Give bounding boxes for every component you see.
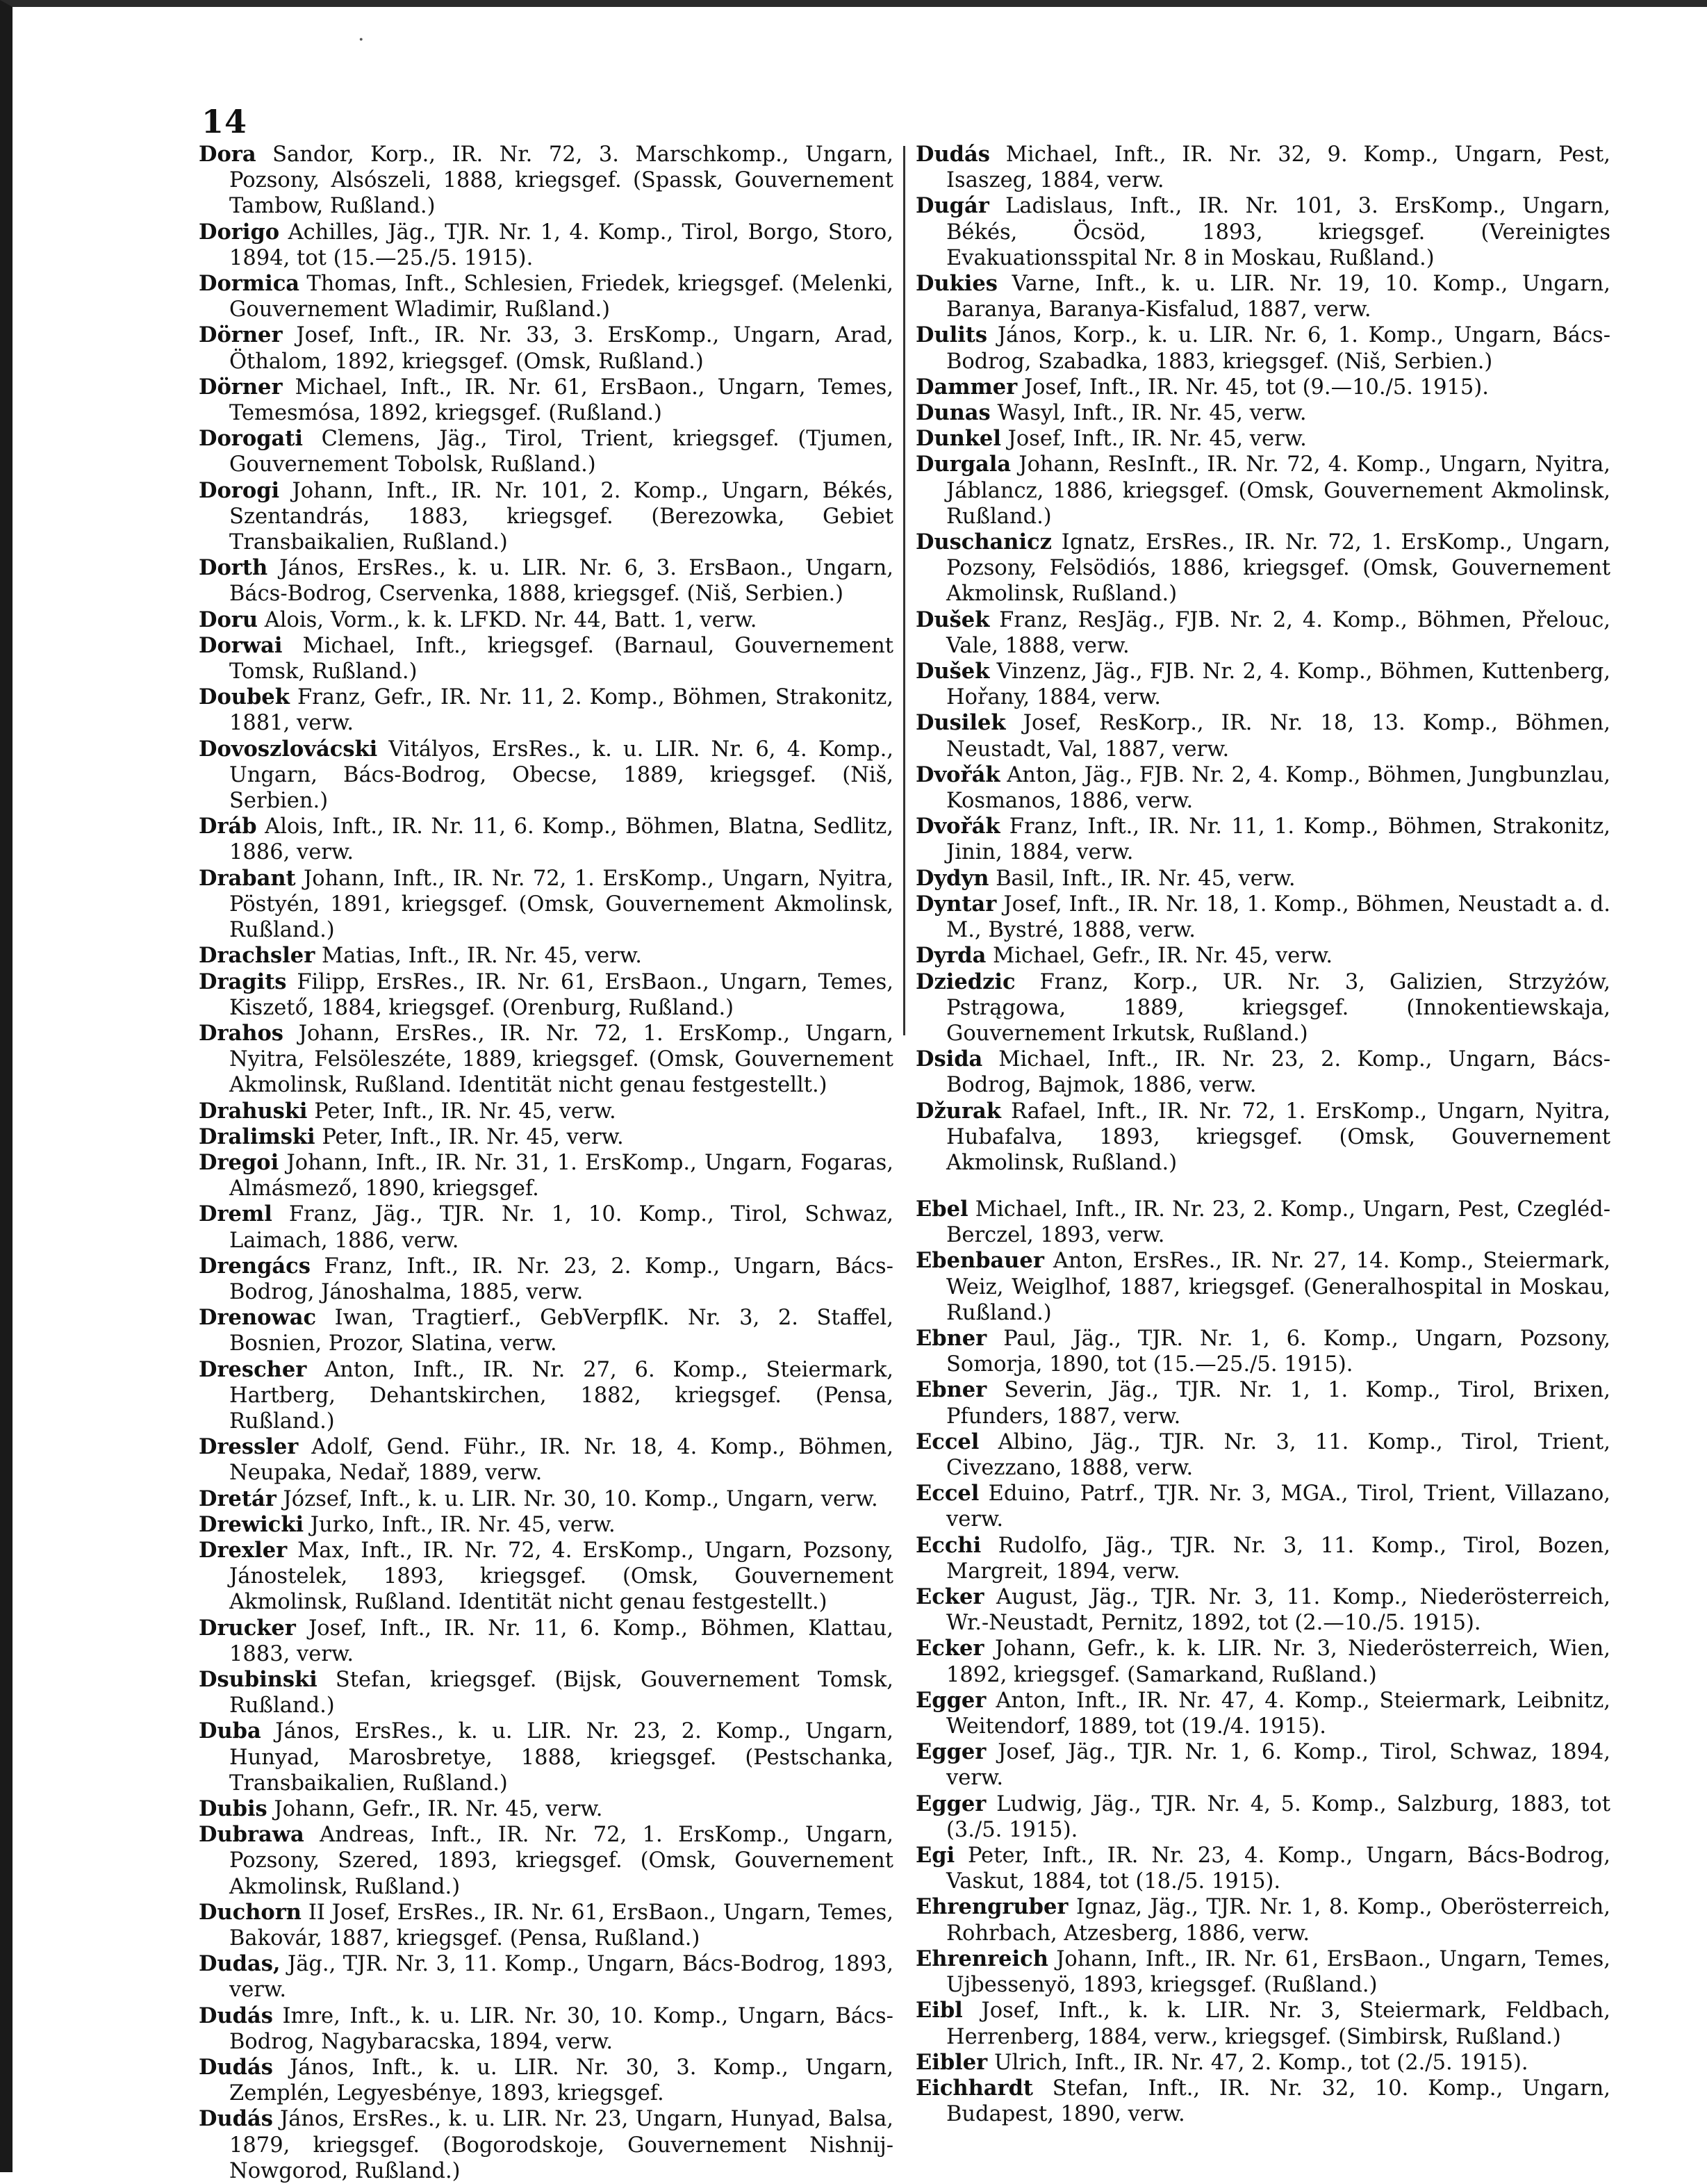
register-entry — [199, 1667, 893, 1718]
register-entry — [199, 142, 893, 220]
register-entry — [916, 1791, 1610, 1843]
entry-surname: Dsida — [916, 1046, 983, 1072]
register-entry — [199, 322, 893, 374]
register-entry — [199, 1616, 893, 1667]
entry-details: Johann, ResInft., IR. Nr. 72, 4. Komp., Ungarn, Nyitra, Jáblancz, 1886, kriegsgef. (Omsk, Gouvernement Akmolinsk, Rußland.) — [946, 452, 1611, 529]
entry-surname: Drachsler — [199, 943, 315, 969]
entry-surname: Dorogi — [199, 477, 280, 503]
entry-surname: Dráb — [199, 814, 257, 839]
entry-details: Ignaz, Jäg., TJR. Nr. 1, 8. Komp., Oberösterreich, Rohrbach, Atzesberg, 1886, verw. — [946, 1895, 1610, 1946]
entry-details: Filipp, ErsRes., IR. Nr. 61, ErsBaon., Ungarn, Temes, Kiszető, 1884, kriegsgef. (Orenburg, Rußland.) — [229, 969, 893, 1020]
register-entry — [199, 2003, 893, 2055]
entry-surname: Ehrenreich — [916, 1946, 1048, 1971]
register-entry — [199, 1201, 893, 1253]
entry-details: Ludwig, Jäg., TJR. Nr. 4, 5. Komp., Salzburg, 1883, tot (3./5. 1915). — [946, 1791, 1610, 1842]
entry-surname: Egi — [916, 1843, 955, 1869]
entry-surname: Dunas — [916, 400, 991, 426]
entry-surname: Dretár — [199, 1486, 277, 1511]
entry-surname: Dorwai — [199, 632, 283, 658]
entry-surname: Egger — [916, 1687, 987, 1713]
entry-details: Adolf, Gend. Führ., IR. Nr. 18, 4. Komp., Böhmen, Neupaka, Nedař, 1889, verw. — [229, 1435, 893, 1486]
entry-surname: Egger — [916, 1739, 987, 1765]
entry-details: Michael, Inft., IR. Nr. 23, 2. Komp., Ungarn, Bács-Bodrog, Bajmok, 1886, verw. — [946, 1047, 1610, 1098]
register-entry — [199, 1822, 893, 1900]
entry-surname: Dorogati — [199, 426, 303, 452]
register-entry — [199, 1305, 893, 1356]
entry-details: Eduino, Patrf., TJR. Nr. 3, MGA., Tirol, Trient, Villazano, verw. — [946, 1481, 1610, 1532]
entry-details: Anton, Inft., IR. Nr. 47, 4. Komp., Steiermark, Leibnitz, Weitendorf, 1889, tot (19./4. 1915). — [946, 1688, 1610, 1739]
register-entry — [916, 1584, 1610, 1636]
entry-surname: Duschanicz — [916, 529, 1052, 555]
entry-surname: Dusilek — [916, 710, 1006, 736]
entry-surname: Dralimski — [199, 1124, 315, 1149]
register-entry — [916, 1998, 1610, 2049]
entry-details: Franz, Gefr., IR. Nr. 11, 2. Komp., Böhmen, Strakonitz, 1881, verw. — [229, 685, 893, 736]
register-entry — [916, 710, 1610, 762]
entry-details: Ladislaus, Inft., IR. Nr. 101, 3. ErsKomp., Ungarn, Békés, Öcsöd, 1893, kriegsgef. (Vereinigtes Evakuationsspital Nr. 8 in Moskau, Rußland.) — [946, 194, 1610, 270]
register-entry — [916, 943, 1610, 969]
entry-details: Anton, Inft., IR. Nr. 27, 6. Komp., Steiermark, Hartberg, Dehantskirchen, 1882, kriegsgef. (Pensa, Rußland.) — [229, 1357, 893, 1434]
entry-details: Johann, ErsRes., IR. Nr. 72, 1. ErsKomp., Ungarn, Nyitra, Felsöleszéte, 1889, kriegsgef. (Omsk, Gouvernement Akmolinsk, Rußland. Identität nicht genau festgestellt.) — [229, 1021, 893, 1098]
entry-surname: Dora — [199, 142, 256, 167]
entry-details: Johann, Inft., IR. Nr. 31, 1. ErsKomp., Ungarn, Fogaras, Almásmező, 1890, kriegsgef. — [229, 1150, 893, 1201]
entry-details: Max, Inft., IR. Nr. 72, 4. ErsKomp., Ungarn, Pozsony, Jánostelek, 1893, kriegsgef. (Omsk, Gouvernement Akmolinsk, Rußland. Identität nicht genau festgestellt.) — [229, 1538, 893, 1615]
entry-details: Stefan, kriegsgef. (Bijsk, Gouvernement Tomsk, Rußland.) — [229, 1667, 893, 1718]
register-entry — [199, 220, 893, 271]
entry-surname: Ebel — [916, 1197, 968, 1222]
entry-surname: Eichhardt — [916, 2075, 1034, 2101]
register-entry — [199, 1718, 893, 1796]
entry-details: Josef, Inft., IR. Nr. 11, 6. Komp., Böhmen, Klattau, 1883, verw. — [229, 1616, 894, 1666]
register-entry — [199, 1900, 893, 1951]
entry-details: Vinzenz, Jäg., FJB. Nr. 2, 4. Komp., Böhmen, Kuttenberg, Hořany, 1884, verw. — [946, 659, 1610, 710]
entry-surname: Dressler — [199, 1434, 299, 1460]
entry-surname: Dovoszlovácski — [199, 736, 378, 762]
entry-details: Matias, Inft., IR. Nr. 45, verw. — [321, 944, 642, 969]
entry-surname: Dorigo — [199, 219, 280, 245]
entry-surname: Dukies — [916, 271, 998, 297]
register-entry — [916, 375, 1610, 400]
entry-surname: Eccel — [916, 1481, 980, 1506]
register-entry — [916, 1429, 1610, 1481]
entry-surname: Durgala — [916, 452, 1012, 477]
entry-details: Iwan, Tragtierf., GebVerpflK. Nr. 3, 2. Staffel, Bosnien, Prozor, Slatina, verw. — [229, 1306, 894, 1356]
register-entry — [916, 1197, 1610, 1248]
entry-details: Achilles, Jäg., TJR. Nr. 1, 4. Komp., Tirol, Borgo, Storo, 1894, tot (15.—25./5. 1915). — [229, 220, 893, 270]
register-entry — [916, 1377, 1610, 1429]
register-entry — [916, 426, 1610, 452]
entry-details: Josef, Inft., IR. Nr. 45, verw. — [1007, 427, 1307, 452]
entry-details: Severin, Jäg., TJR. Nr. 1, 1. Komp., Tirol, Brixen, Pfunders, 1887, verw. — [946, 1378, 1610, 1429]
entry-surname: Doru — [199, 607, 258, 632]
entry-surname: Drucker — [199, 1615, 296, 1641]
register-entry — [199, 1486, 893, 1512]
register-entry — [916, 969, 1610, 1047]
register-entry — [916, 1843, 1610, 1894]
register-entry — [916, 193, 1610, 271]
register-entry — [199, 478, 893, 556]
entry-details: Andreas, Inft., IR. Nr. 72, 1. ErsKomp., Ungarn, Pozsony, Szered, 1893, kriegsgef. (Omsk, Gouvernement Akmolinsk, Rußland.) — [229, 1823, 894, 1899]
entry-surname: Džurak — [916, 1098, 1001, 1124]
entry-surname: Eibl — [916, 1998, 963, 2023]
entry-surname: Dregoi — [199, 1149, 279, 1175]
register-entry — [199, 375, 893, 426]
register-entry — [916, 892, 1610, 943]
entry-details: János, ErsRes., k. u. LIR. Nr. 23, Ungarn, Hunyad, Balsa, 1879, kriegsgef. (Bogorodskoje, Gouvernement Nishnij-Nowgorod, Rußland.) — [229, 2107, 893, 2183]
entry-details: Michael, Inft., IR. Nr. 32, 9. Komp., Ungarn, Pest, Isaszeg, 1884, verw. — [946, 142, 1610, 193]
entry-surname: Dreml — [199, 1201, 272, 1227]
register-entry — [916, 866, 1610, 892]
entry-surname: Dammer — [916, 374, 1018, 400]
entry-details: Alois, Inft., IR. Nr. 11, 6. Komp., Böhmen, Blatna, Sedlitz, 1886, verw. — [229, 814, 893, 865]
entry-details: Josef, Inft., IR. Nr. 45, tot (9.—10./5. 1915). — [1023, 375, 1489, 400]
register-entry — [916, 1894, 1610, 1946]
column-divider — [903, 146, 905, 1035]
entry-surname: Ebner — [916, 1377, 987, 1403]
entry-surname: Dušek — [916, 607, 990, 632]
register-entry — [199, 1254, 893, 1305]
register-entry — [199, 814, 893, 865]
register-entry — [199, 866, 893, 944]
entry-details: Johann, Gefr., k. k. LIR. Nr. 3, Niederösterreich, Wien, 1892, kriegsgef. (Samarkand, Rußland.) — [946, 1636, 1610, 1687]
entry-details: Sandor, Korp., IR. Nr. 72, 3. Marschkomp., Ungarn, Pozsony, Alsószeli, 1888, kriegsgef. (Spassk, Gouvernement Tambow, Rußland.) — [229, 142, 893, 219]
entry-surname: Drahos — [199, 1020, 283, 1046]
entry-details: Thomas, Inft., Schlesien, Friedek, kriegsgef. (Melenki, Gouvernement Wladimir, Rußland.) — [229, 272, 893, 322]
entry-details: Peter, Inft., IR. Nr. 23, 4. Komp., Ungarn, Bács-Bodrog, Vaskut, 1884, tot (18./5. 1915). — [946, 1844, 1611, 1894]
left-column — [199, 142, 893, 2184]
register-entry — [916, 1248, 1610, 1326]
entry-details: János, ErsRes., k. u. LIR. Nr. 23, 2. Komp., Ungarn, Hunyad, Marosbretye, 1888, kriegsgef. (Pestschanka, Transbaikalien, Rußland.) — [229, 1719, 893, 1796]
register-entry — [199, 607, 893, 633]
register-entry — [916, 762, 1610, 814]
register-entry — [199, 1796, 893, 1822]
entry-details: Ulrich, Inft., IR. Nr. 47, 2. Komp., tot (2./5. 1915). — [993, 2050, 1528, 2075]
register-entry — [199, 1124, 893, 1150]
entry-surname: Dudás — [199, 2106, 273, 2132]
register-entry — [199, 2106, 893, 2184]
entry-details: Stefan, Inft., IR. Nr. 32, 10. Komp., Ungarn, Budapest, 1890, verw. — [946, 2076, 1610, 2127]
entry-surname: Dudás — [916, 142, 990, 167]
register-entry — [199, 1538, 893, 1616]
entry-surname: Drahuski — [199, 1098, 308, 1124]
entry-surname: Drexler — [199, 1537, 288, 1563]
register-entry — [199, 1434, 893, 1486]
entry-details: Michael, Inft., kriegsgef. (Barnaul, Gouvernement Tomsk, Rußland.) — [229, 633, 893, 684]
entry-details: Varne, Inft., k. u. LIR. Nr. 19, 10. Komp., Ungarn, Baranya, Baranya-Kisfalud, 1887, verw. — [946, 272, 1611, 322]
register-entry — [916, 1533, 1610, 1584]
entry-details: Peter, Inft., IR. Nr. 45, verw. — [314, 1099, 616, 1124]
entry-surname: Dudas, — [199, 1951, 281, 1977]
entry-details: Jurko, Inft., IR. Nr. 45, verw. — [310, 1512, 616, 1537]
entry-surname: Eccel — [916, 1429, 980, 1454]
entry-details: Rudolfo, Jäg., TJR. Nr. 3, 11. Komp., Tirol, Bozen, Margreit, 1894, verw. — [946, 1533, 1610, 1584]
entry-surname: Dunkel — [916, 426, 1001, 452]
entry-details: Vitályos, ErsRes., k. u. LIR. Nr. 6, 4. Komp., Ungarn, Bács-Bodrog, Obecse, 1889, kriegsgef. (Niš, Serbien.) — [229, 737, 893, 814]
entry-surname: Eibler — [916, 2049, 988, 2075]
entry-details: Johann, Inft., IR. Nr. 101, 2. Komp., Ungarn, Békés, Szentandrás, 1883, kriegsgef. (Berezowka, Gebiet Transbaikalien, Rußland.) — [229, 478, 893, 555]
entry-surname: Duba — [199, 1718, 261, 1744]
entry-details: Peter, Inft., IR. Nr. 45, verw. — [322, 1124, 624, 1149]
register-entry — [199, 969, 893, 1021]
entry-surname: Ehrengruber — [916, 1894, 1069, 1920]
entry-surname: Dörner — [199, 322, 283, 348]
register-entry — [199, 1512, 893, 1538]
entry-surname: Drabant — [199, 865, 296, 891]
register-entry — [916, 2076, 1610, 2127]
entry-details: Josef, Inft., IR. Nr. 18, 1. Komp., Böhmen, Neustadt a. d. M., Bystré, 1888, verw. — [946, 892, 1611, 943]
register-entry — [199, 2055, 893, 2106]
entry-surname: Dubis — [199, 1796, 267, 1821]
register-entry — [916, 271, 1610, 322]
register-entry — [199, 943, 893, 969]
entry-details: Franz, Inft., IR. Nr. 11, 1. Komp., Böhmen, Strakonitz, Jinin, 1884, verw. — [946, 814, 1610, 865]
register-entry — [916, 814, 1610, 865]
entry-details: Rafael, Inft., IR. Nr. 72, 1. ErsKomp., Ungarn, Nyitra, Hubafalva, 1893, kriegsgef. (Omsk, Gouvernement Akmolinsk, Rußland.) — [946, 1099, 1610, 1175]
register-entry — [916, 659, 1610, 710]
entry-details: Imre, Inft., k. u. LIR. Nr. 30, 10. Komp., Ungarn, Bács-Bodrog, Nagybaracska, 1894, verw. — [229, 2003, 893, 2054]
entry-details: János, Inft., k. u. LIR. Nr. 30, 3. Komp., Ungarn, Zemplén, Legyesbénye, 1893, kriegsgef. — [229, 2055, 893, 2106]
register-entry — [916, 322, 1610, 374]
register-entry — [199, 1357, 893, 1435]
register-entry — [916, 607, 1610, 659]
entry-surname: Dyrda — [916, 943, 987, 969]
entry-details: János, ErsRes., k. u. LIR. Nr. 6, 3. ErsBaon., Ungarn, Bács-Bodrog, Cservenka, 1888, kriegsgef. (Niš, Serbien.) — [229, 556, 893, 607]
entry-surname: Dormica — [199, 271, 300, 297]
entry-surname: Ebner — [916, 1326, 987, 1352]
register-entry — [916, 529, 1610, 607]
entry-details: Michael, Gefr., IR. Nr. 45, verw. — [993, 944, 1333, 969]
entry-surname: Dydyn — [916, 865, 989, 891]
entry-details: Wasyl, Inft., IR. Nr. 45, verw. — [997, 401, 1307, 426]
entry-surname: Ebenbauer — [916, 1248, 1044, 1274]
register-entry — [199, 684, 893, 736]
right-column-e-entries — [916, 1197, 1610, 2127]
entry-details: Franz, Inft., IR. Nr. 23, 2. Komp., Ungarn, Bács-Bodrog, Jánoshalma, 1885, verw. — [229, 1254, 893, 1304]
entry-surname: Dušek — [916, 659, 990, 684]
entry-details: Michael, Inft., IR. Nr. 23, 2. Komp., Ungarn, Pest, Czegléd-Berczel, 1893, verw. — [946, 1197, 1610, 1248]
entry-details: Clemens, Jäg., Tirol, Trient, kriegsgef. (Tjumen, Gouvernement Tobolsk, Rußland.) — [229, 427, 893, 477]
register-entry — [916, 1046, 1610, 1098]
entry-details: Josef, Jäg., TJR. Nr. 1, 6. Komp., Tirol, Schwaz, 1894, verw. — [946, 1740, 1610, 1791]
entry-surname: Egger — [916, 1791, 987, 1816]
entry-details: Basil, Inft., IR. Nr. 45, verw. — [996, 866, 1296, 891]
entry-details: August, Jäg., TJR. Nr. 3, 11. Komp., Niederösterreich, Wr.-Neustadt, Pernitz, 1892, tot (2.—10./5. 1915). — [946, 1585, 1610, 1636]
entry-details: Ignatz, ErsRes., IR. Nr. 72, 1. ErsKomp., Ungarn, Pozsony, Felsödiós, 1886, kriegsgef. (Omsk, Gouvernement Akmolinsk, Rußland.) — [946, 530, 1610, 607]
register-entry — [916, 1099, 1610, 1176]
entry-surname: Duchorn — [199, 1899, 302, 1925]
register-entry — [199, 1951, 893, 2003]
entry-surname: Dulits — [916, 322, 988, 348]
register-entry — [916, 1739, 1610, 1791]
register-entry — [199, 633, 893, 684]
entry-details: Anton, ErsRes., IR. Nr. 27, 14. Komp., Steiermark, Weiz, Weiglhof, 1887, kriegsgef. (Generalhospital in Moskau, Rußland.) — [946, 1249, 1610, 1325]
entry-surname: Dörner — [199, 374, 283, 400]
entry-surname: Drengács — [199, 1253, 311, 1279]
entry-details: Anton, Jäg., FJB. Nr. 2, 4. Komp., Böhmen, Jungbunzlau, Kosmanos, 1886, verw. — [946, 762, 1610, 814]
register-entry — [916, 1688, 1610, 1739]
entry-details: Josef, Inft., k. k. LIR. Nr. 3, Steiermark, Feldbach, Herrenberg, 1884, verw., kriegsgef. (Simbirsk, Rußland.) — [946, 1998, 1610, 2049]
entry-details: Alois, Vorm., k. k. LFKD. Nr. 44, Batt. 1, verw. — [264, 607, 757, 632]
entry-surname: Dyntar — [916, 891, 997, 917]
page-number: 14 — [201, 103, 248, 140]
entry-surname: Dziedzic — [916, 969, 1016, 994]
register-entry — [916, 1481, 1610, 1532]
register-entry — [199, 271, 893, 322]
register-entry — [199, 737, 893, 814]
register-entry — [916, 1636, 1610, 1687]
entry-details: Jäg., TJR. Nr. 3, 11. Komp., Ungarn, Bács-Bodrog, 1893, verw. — [229, 1952, 893, 2003]
entry-surname: Dubrawa — [199, 1822, 304, 1848]
entry-surname: Dragits — [199, 969, 287, 994]
entry-surname: Ecker — [916, 1636, 984, 1661]
entry-details: Franz, Korp., UR. Nr. 3, Galizien, Strzyżów, Pstrągowa, 1889, kriegsgef. (Innokentiewskaja, Gouvernement Irkutsk, Rußland.) — [946, 969, 1610, 1046]
entry-surname: Ecker — [916, 1584, 984, 1610]
entry-surname: Drescher — [199, 1356, 307, 1382]
register-entry — [199, 426, 893, 477]
entry-surname: Dudás — [199, 2003, 273, 2028]
entry-surname: Drenowac — [199, 1305, 317, 1331]
entry-details: Albino, Jäg., TJR. Nr. 3, 11. Komp., Tirol, Trient, Civezzano, 1888, verw. — [946, 1429, 1610, 1481]
entry-surname: Doubek — [199, 684, 290, 710]
entry-surname: Ecchi — [916, 1532, 982, 1558]
entry-details: Johann, Gefr., IR. Nr. 45, verw. — [274, 1797, 603, 1821]
register-entry — [916, 452, 1610, 529]
entry-surname: Dudás — [199, 2055, 273, 2080]
entry-details: Michael, Inft., IR. Nr. 61, ErsBaon., Ungarn, Temes, Temesmósa, 1892, kriegsgef. (Rußland.) — [229, 375, 893, 426]
register-entry — [199, 1099, 893, 1124]
register-entry — [916, 400, 1610, 426]
entry-details: Josef, Inft., IR. Nr. 33, 3. ErsKomp., Ungarn, Arad, Öthalom, 1892, kriegsgef. (Omsk, Rußland.) — [229, 323, 893, 374]
entry-surname: Dvořák — [916, 762, 1000, 787]
entry-surname: Dvořák — [916, 814, 1000, 839]
register-entry — [199, 1021, 893, 1099]
entry-details: Franz, ResJäg., FJB. Nr. 2, 4. Komp., Böhmen, Přelouc, Vale, 1888, verw. — [946, 607, 1610, 658]
register-entry — [916, 1326, 1610, 1377]
register-entry — [916, 2050, 1610, 2076]
entry-details: János, Korp., k. u. LIR. Nr. 6, 1. Komp., Ungarn, Bács-Bodrog, Szabadka, 1883, kriegsgef. (Niš, Serbien.) — [946, 323, 1610, 374]
register-entry — [916, 142, 1610, 193]
entry-details: II Josef, ErsRes., IR. Nr. 61, ErsBaon., Ungarn, Temes, Bakovár, 1887, kriegsgef. (Pensa, Rußland.) — [229, 1900, 893, 1951]
entry-details: Johann, Inft., IR. Nr. 72, 1. ErsKomp., Ungarn, Nyitra, Pöstyén, 1891, kriegsgef. (Omsk, Gouvernement Akmolinsk, Rußland.) — [229, 866, 893, 943]
entry-surname: Dugár — [916, 193, 989, 219]
register-entry — [916, 1946, 1610, 1998]
entry-details: Josef, ResKorp., IR. Nr. 18, 13. Komp., Böhmen, Neustadt, Val, 1887, verw. — [946, 711, 1610, 762]
register-entry — [199, 555, 893, 607]
entry-surname: Drewicki — [199, 1511, 304, 1537]
scan-artifact: · — [358, 28, 365, 52]
register-entry — [199, 1150, 893, 1201]
entry-details: József, Inft., k. u. LIR. Nr. 30, 10. Komp., Ungarn, verw. — [283, 1486, 878, 1511]
entry-surname: Dsubinski — [199, 1666, 318, 1692]
right-column-d-entries — [916, 142, 1610, 1176]
entry-details: Johann, Inft., IR. Nr. 61, ErsBaon., Ungarn, Temes, Ujbessenyö, 1893, kriegsgef. (Rußland.) — [946, 1946, 1610, 1998]
entry-details: Franz, Jäg., TJR. Nr. 1, 10. Komp., Tirol, Schwaz, Laimach, 1886, verw. — [229, 1202, 893, 1253]
entry-surname: Dorth — [199, 555, 268, 581]
entry-details: Paul, Jäg., TJR. Nr. 1, 6. Komp., Ungarn, Pozsony, Somorja, 1890, tot (15.—25./5. 1915). — [946, 1327, 1610, 1377]
